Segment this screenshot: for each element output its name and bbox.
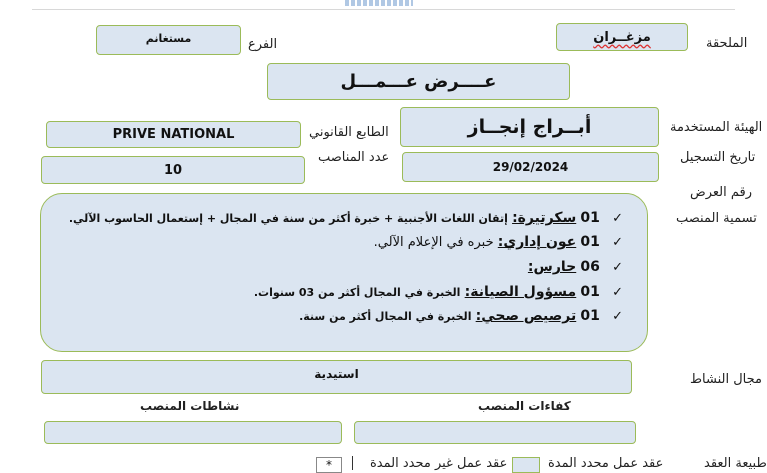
activity-field <box>41 360 632 394</box>
activities-field <box>44 421 342 444</box>
offer-number-label: رقم العرض <box>690 185 753 200</box>
list-item <box>528 259 623 275</box>
contract-indef-label: عقد عمل غير محدد المدة <box>370 456 508 471</box>
checkmark-icon: ✓ <box>612 285 623 300</box>
activity-label: مجال النشاط <box>690 372 762 387</box>
branch-value: مستغانم <box>145 32 192 45</box>
employer-field <box>400 107 659 147</box>
list-item <box>374 234 623 250</box>
top-rule <box>32 9 735 10</box>
job-title-label: تسمية المنصب <box>676 211 757 226</box>
offer-title-box <box>267 63 570 100</box>
legal-field <box>46 121 301 148</box>
legal-label: الطابع القانوني <box>309 125 389 140</box>
job-count: 06 <box>580 259 600 275</box>
legal-value: PRIVE NATIONAL <box>112 127 235 142</box>
branch-field <box>96 25 241 55</box>
positions-value: 10 <box>163 162 183 178</box>
offer-title: عــــرض عـــمـــل <box>340 71 497 92</box>
job-count: 01 <box>580 210 600 226</box>
list-item <box>69 210 623 226</box>
header-logo-strip <box>345 0 413 6</box>
checkmark-icon: ✓ <box>612 260 623 275</box>
branch-label: الفرع <box>248 37 278 52</box>
checkmark-icon: ✓ <box>612 211 623 226</box>
date-value: 29/02/2024 <box>492 160 569 174</box>
bracket-divider <box>352 456 353 470</box>
activities-label: نشاطات المنصب <box>140 399 240 413</box>
job-name: ترصيص صحي: <box>475 308 577 324</box>
job-list <box>40 193 648 352</box>
annex-label: الملحقة <box>706 36 748 51</box>
activity-value: استيدية <box>314 367 359 381</box>
positions-label: عدد المناصب <box>318 150 390 165</box>
contract-fixed-checkbox[interactable] <box>512 457 540 473</box>
job-name: عون إداري: <box>497 234 577 250</box>
contract-indef-checkbox[interactable] <box>316 457 342 473</box>
job-name: حارس: <box>527 259 577 275</box>
date-field <box>402 152 659 182</box>
contract-indef-mark: * <box>326 458 332 472</box>
skills-field <box>354 421 636 444</box>
job-desc: الخبرة في المجال أكثر من سنة. <box>299 310 472 323</box>
positions-field <box>41 156 305 184</box>
skills-label: كفاءات المنصب <box>478 399 571 413</box>
job-count: 01 <box>580 284 600 300</box>
annex-value: مزغــران <box>593 29 651 45</box>
job-desc: خبره في الإعلام الآلي. <box>373 235 494 250</box>
job-desc: إتقان اللغات الأجنبية + خبرة أكثر من سنة في المجال + إستعمال الحاسوب الآلي. <box>68 212 508 225</box>
job-count: 01 <box>580 234 600 250</box>
checkmark-icon: ✓ <box>612 235 623 250</box>
employer-value: أبــراج إنجــاز <box>467 116 592 138</box>
job-count: 01 <box>580 308 600 324</box>
employer-label: الهيئة المستخدمة <box>670 120 763 135</box>
checkmark-icon: ✓ <box>612 309 623 324</box>
annex-field <box>556 23 688 51</box>
job-name: مسؤول الصيانة: <box>464 284 577 300</box>
date-label: تاريخ التسجيل <box>680 150 756 165</box>
job-name: سكرتيرة: <box>512 210 577 226</box>
list-item <box>299 308 623 324</box>
list-item <box>254 284 623 300</box>
contract-nature-label: طبيعة العقد <box>704 456 767 471</box>
contract-fixed-label: عقد عمل محدد المدة <box>548 456 664 471</box>
job-desc: الخبرة في المجال أكثر من 03 سنوات. <box>253 286 461 299</box>
